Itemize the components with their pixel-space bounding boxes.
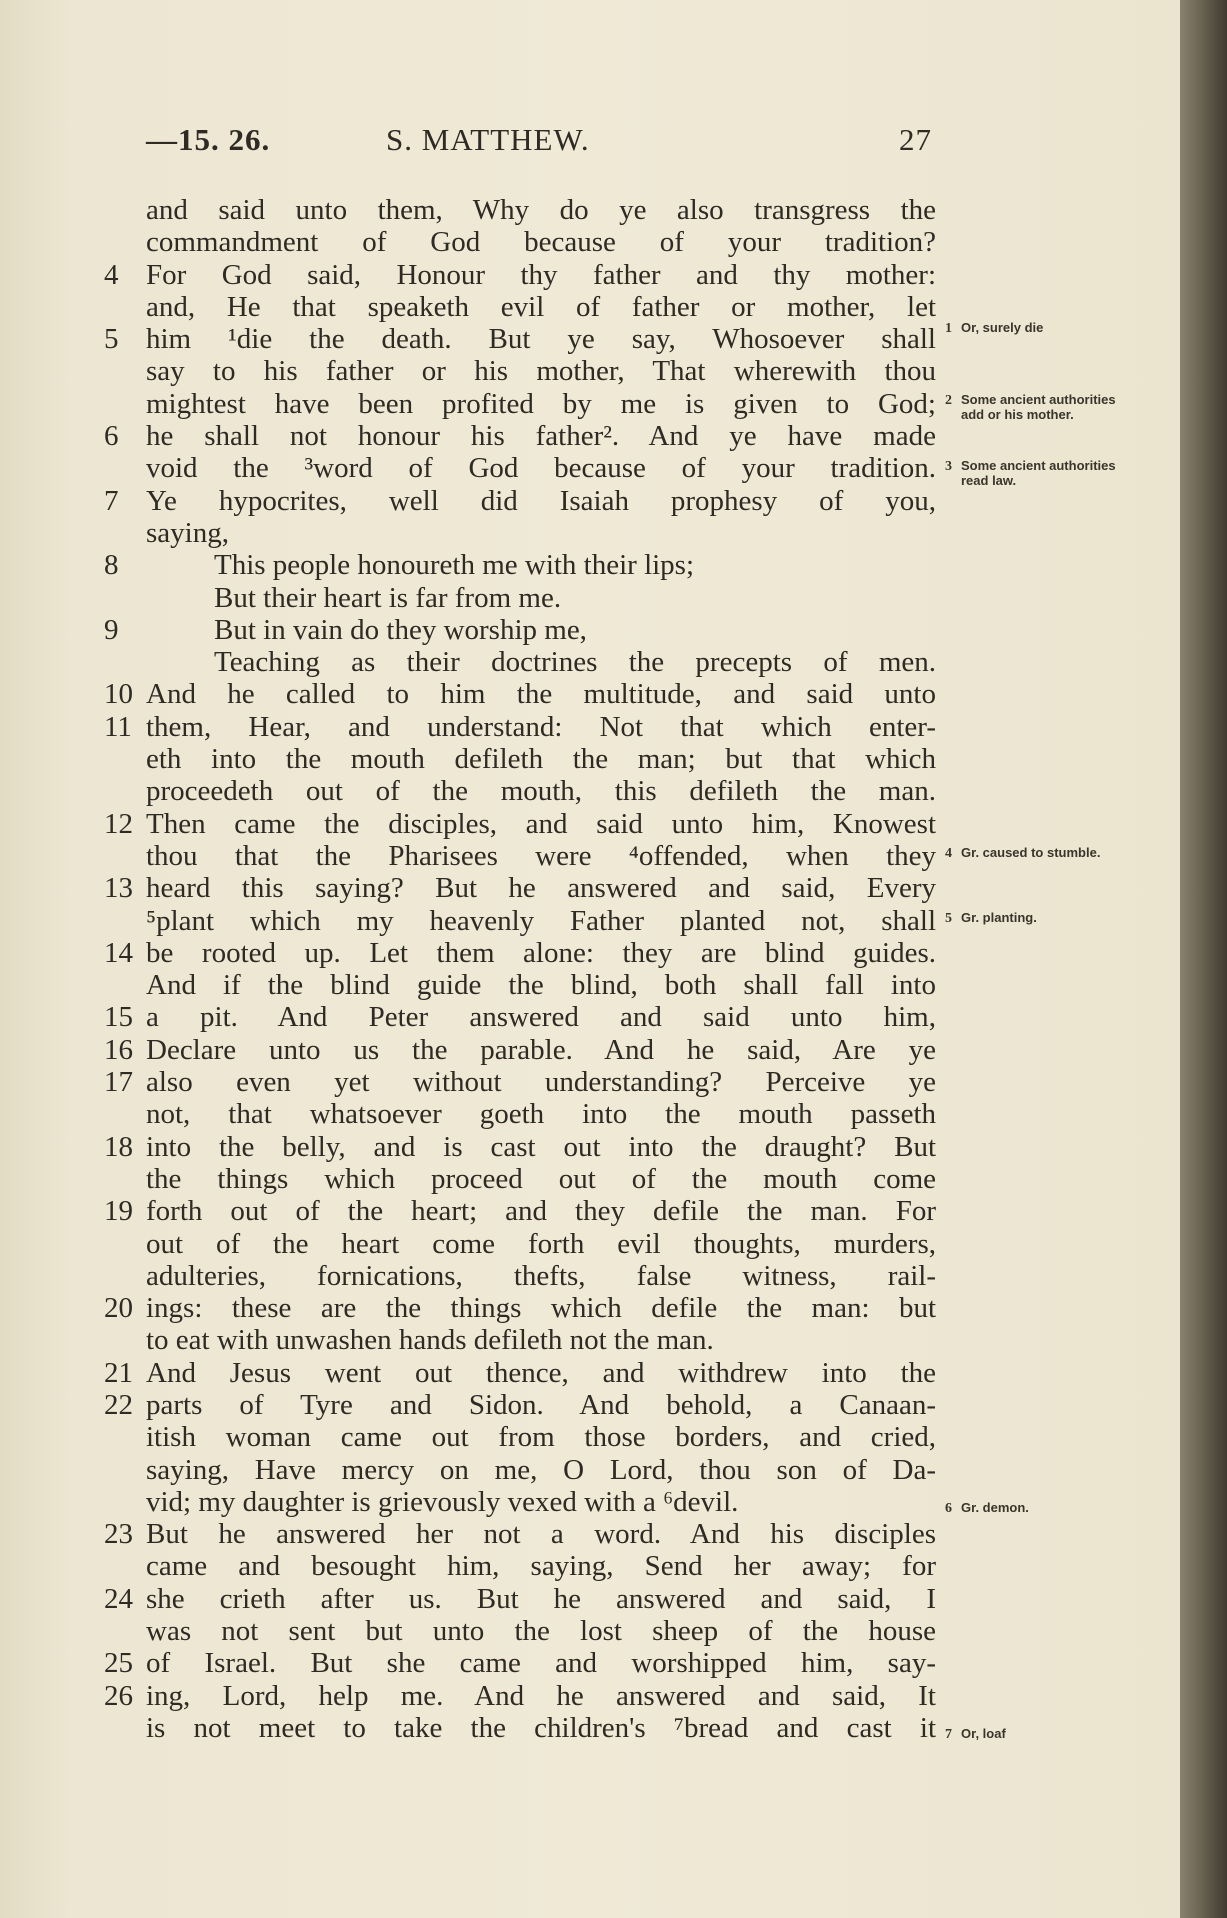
margin-note: 3 Some ancient authorities read law. [945, 458, 1116, 488]
book-spine-shadow [1180, 0, 1227, 1918]
text-line [104, 355, 934, 387]
margin-note: 7 Or, loaf [945, 1726, 1006, 1742]
line-text: the things which proceed out of the mouth come [146, 1162, 936, 1195]
line-text: forth out of the heart; and they defile the man. For [146, 1195, 936, 1228]
verse-number: 12 [104, 807, 133, 840]
text-line [104, 1486, 934, 1518]
line-text: And Jesus went out thence, and withdrew into the [146, 1356, 936, 1389]
line-text: ⁵plant which my heavenly Father planted not, shall [146, 904, 936, 937]
verse-number: 16 [104, 1033, 133, 1066]
text-line [104, 1680, 934, 1712]
verse-number: 7 [104, 484, 119, 517]
text-line [104, 1228, 934, 1260]
verse-number: 5 [104, 323, 119, 356]
line-text: And he called to him the multitude, and said unto [146, 678, 936, 711]
text-line [104, 1260, 934, 1292]
margin-note: 2 Some ancient authorities add or his mother. [945, 392, 1116, 422]
line-text: And if the blind guide the blind, both shall fall into [146, 969, 936, 1002]
line-text: him ¹die the death. But ye say, Whosoever shall [146, 323, 936, 356]
page-header [140, 122, 940, 162]
text-line [104, 969, 934, 1001]
line-text: out of the heart come forth evil thoughts, murders, [146, 1227, 936, 1260]
line-text: say to his father or his mother, That wherewith thou [146, 355, 936, 388]
line-text: Declare unto us the parable. And he said, Are ye [146, 1033, 936, 1066]
verse-number: 6 [104, 420, 119, 453]
text-line [104, 872, 934, 904]
text-line [104, 194, 934, 226]
line-text: commandment of God because of your tradition? [146, 226, 936, 259]
line-text: adulteries, fornications, thefts, false witness, rail- [146, 1259, 936, 1292]
text-line [104, 1389, 934, 1421]
verse-number: 14 [104, 936, 133, 969]
line-text: is not meet to take the children's ⁷bread and cast it [146, 1711, 936, 1744]
line-text: and, He that speaketh evil of father or mother, let [146, 290, 936, 323]
line-text: a pit. And Peter answered and said unto him, [146, 1001, 936, 1034]
text-line [104, 1324, 934, 1356]
margin-note: 1 Or, surely die [945, 320, 1044, 336]
text-line [104, 646, 934, 678]
text-line [104, 614, 934, 646]
text-line [104, 291, 934, 323]
line-text: and said unto them, Why do ye also transgress the [146, 194, 936, 226]
text-line [104, 1712, 934, 1744]
margin-note: 5 Gr. planting. [945, 910, 1037, 926]
line-text: vid; my daughter is grievously vexed with a ⁶devil. [146, 1485, 739, 1518]
text-line [104, 388, 934, 420]
line-text: heard this saying? But he answered and said, Every [146, 872, 936, 905]
line-text: not, that whatsoever goeth into the mouth passeth [146, 1098, 936, 1131]
text-line [104, 485, 934, 517]
text-line [104, 840, 934, 872]
line-text: itish woman came out from those borders, and cried, [146, 1421, 936, 1454]
book-title: S. MATTHEW. [386, 122, 590, 157]
text-line [104, 1647, 934, 1679]
line-text: eth into the mouth defileth the man; but that which [146, 743, 936, 776]
text-line [104, 1583, 934, 1615]
text-line [104, 1292, 934, 1324]
text-line [104, 259, 934, 291]
verse-number: 13 [104, 872, 133, 905]
line-text: them, Hear, and understand: Not that which enter- [146, 710, 936, 743]
line-text: thou that the Pharisees were ⁴offended, when they [146, 839, 936, 872]
text-line [104, 1518, 934, 1550]
text-line [104, 775, 934, 807]
text-line [104, 1550, 934, 1582]
text-line [104, 1615, 934, 1647]
text-line [104, 808, 934, 840]
line-text: into the belly, and is cast out into the draught? But [146, 1130, 936, 1163]
verse-number: 18 [104, 1130, 133, 1163]
margin-note: 4 Gr. caused to stumble. [945, 845, 1101, 861]
text-line [104, 1163, 934, 1195]
line-text: mightest have been profited by me is given to God; [146, 387, 936, 420]
text-line [104, 1066, 934, 1098]
line-text: also even yet without understanding? Perceive ye [146, 1066, 936, 1099]
line-text: But their heart is far from me. [214, 581, 562, 614]
verse-number: 22 [104, 1388, 133, 1421]
line-text: For God said, Honour thy father and thy mother: [146, 258, 936, 291]
verse-number: 20 [104, 1292, 133, 1325]
text-line [104, 1421, 934, 1453]
text-line [104, 1357, 934, 1389]
text-line [104, 226, 934, 258]
line-text: ing, Lord, help me. And he answered and said, It [146, 1679, 936, 1712]
text-line [104, 937, 934, 969]
margin-note: 6 Gr. demon. [945, 1500, 1029, 1516]
verse-number: 21 [104, 1356, 133, 1389]
line-text: Then came the disciples, and said unto him, Knowest [146, 807, 936, 840]
line-text: of Israel. But she came and worshipped him, say- [146, 1647, 936, 1680]
text-line [104, 1098, 934, 1130]
line-text: was not sent but unto the lost sheep of the house [146, 1615, 936, 1648]
verse-number: 17 [104, 1066, 133, 1099]
verse-number: 8 [104, 549, 119, 582]
text-line [104, 452, 934, 484]
verse-number: 25 [104, 1647, 133, 1680]
verse-number: 23 [104, 1518, 133, 1551]
verse-number: 26 [104, 1679, 133, 1712]
text-line [104, 420, 934, 452]
verse-number: 10 [104, 678, 133, 711]
scripture-text [104, 194, 934, 1744]
line-text: Teaching as their doctrines the precepts of men. [214, 646, 936, 679]
line-text: proceedeth out of the mouth, this defileth the man. [146, 775, 936, 808]
line-text: to eat with unwashen hands defileth not the man. [146, 1324, 714, 1357]
line-text: void the ³word of God because of your tradition. [146, 452, 936, 485]
line-text: she crieth after us. But he answered and said, I [146, 1582, 936, 1615]
line-text: he shall not honour his father². And ye have made [146, 420, 936, 453]
text-line [104, 1454, 934, 1486]
line-text: ings: these are the things which defile the man: but [146, 1292, 936, 1325]
line-text: Ye hypocrites, well did Isaiah prophesy of you, [146, 484, 936, 517]
line-text: But he answered her not a word. And his disciples [146, 1518, 936, 1551]
verse-number: 11 [104, 710, 132, 743]
text-line [104, 549, 934, 581]
chapter-reference: —15. 26. [146, 122, 271, 157]
verse-number: 15 [104, 1001, 133, 1034]
line-text: came and besought him, saying, Send her away; for [146, 1550, 936, 1583]
text-line [104, 517, 934, 549]
verse-number: 9 [104, 613, 119, 646]
line-text: But in vain do they worship me, [214, 613, 587, 646]
line-text: be rooted up. Let them alone: they are blind guides. [146, 936, 936, 969]
page-number: 27 [899, 122, 932, 157]
text-line [104, 582, 934, 614]
verse-number: 4 [104, 258, 119, 291]
line-text: saying, Have mercy on me, O Lord, thou son of Da- [146, 1453, 936, 1486]
verse-number: 24 [104, 1582, 133, 1615]
text-line [104, 905, 934, 937]
text-line [104, 743, 934, 775]
text-line [104, 678, 934, 710]
text-line [104, 323, 934, 355]
text-line [104, 1034, 934, 1066]
text-line [104, 1001, 934, 1033]
verse-number: 19 [104, 1195, 133, 1228]
text-line [104, 1131, 934, 1163]
line-text: parts of Tyre and Sidon. And behold, a Canaan- [146, 1388, 936, 1421]
text-line [104, 1195, 934, 1227]
line-text: saying, [146, 516, 229, 549]
text-line [104, 711, 934, 743]
line-text: This people honoureth me with their lips; [214, 549, 695, 582]
